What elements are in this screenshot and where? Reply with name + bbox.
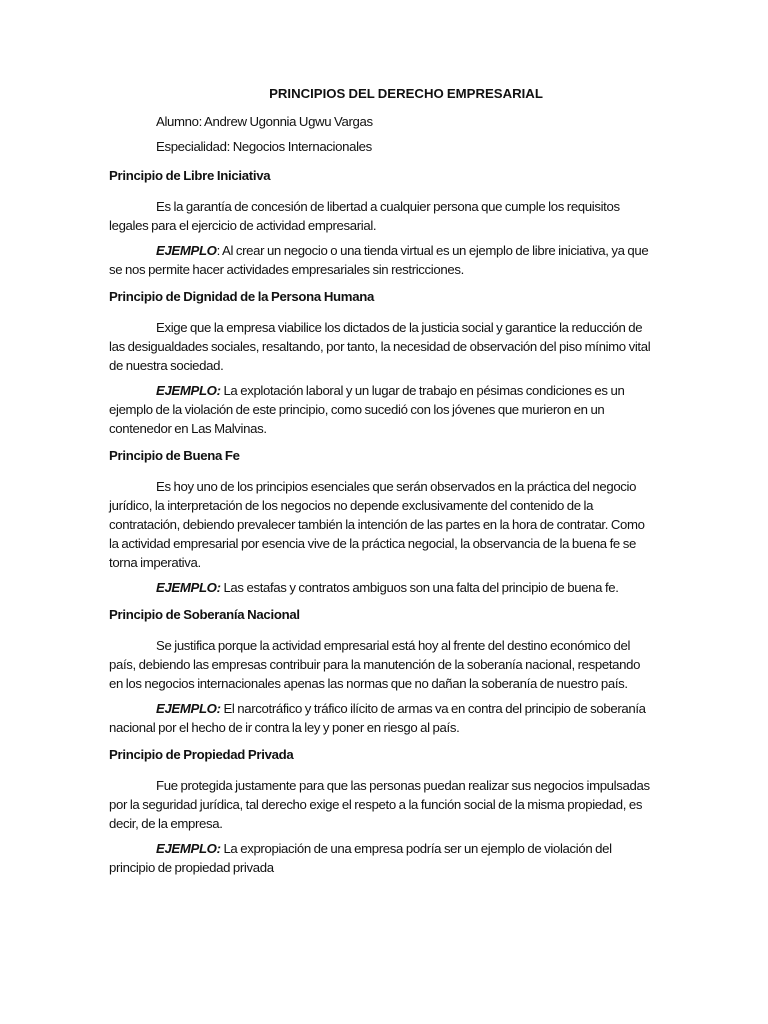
- section-example: [109, 578, 655, 597]
- example-text: La explotación laboral y un lugar de trabajo en pésimas condiciones es un ejemplo de la violación de este principio, como sucedió con los jóvenes que murieron en un contenedor en Las Malvinas.: [109, 383, 625, 436]
- student-name: Alumno: Andrew Ugonnia Ugwu Vargas: [156, 114, 373, 129]
- document-content: [109, 84, 655, 883]
- example-label: EJEMPLO:: [156, 841, 221, 856]
- document-title: PRINCIPIOS DEL DERECHO EMPRESARIAL: [269, 86, 543, 101]
- example-label: EJEMPLO:: [156, 580, 221, 595]
- section-heading: Principio de Propiedad Privada: [109, 747, 294, 762]
- section-body: Exige que la empresa viabilice los dictados de la justicia social y garantice la reducción de las desigualdades sociales, resaltando, por tanto, la necesidad de observación del piso mínimo vital de nuestra sociedad.: [109, 320, 651, 373]
- section-body: Se justifica porque la actividad empresarial está hoy al frente del destino económico del país, debiendo las empresas contribuir para la manutención de la soberanía nacional, respetando en los negocios internacionales apenas las normas que no dañan la soberanía de nuestro país.: [109, 638, 641, 691]
- section-example: [109, 699, 655, 737]
- example-label: EJEMPLO: [156, 243, 217, 258]
- example-text: El narcotráfico y tráfico ilícito de armas va en contra del principio de soberanía nacional por el hecho de ir contra la ley y poner en riesgo al país.: [109, 701, 646, 735]
- section-body: Es hoy uno de los principios esenciales que serán observados en la práctica del negocio jurídico, la interpretación de los negocios no depende exclusivamente del contenido de la contratación, debiendo prevalecer también la intención de las partes en la hora de contratar. Como la actividad empresarial por esencia vive de la práctica negocial, la observancia de la buena fe se torna imperativa.: [109, 479, 645, 570]
- section-example: [109, 839, 655, 877]
- example-text: Las estafas y contratos ambiguos son una falta del principio de buena fe.: [220, 580, 619, 595]
- section-heading: Principio de Libre Iniciativa: [109, 168, 271, 183]
- section-heading: Principio de Soberanía Nacional: [109, 607, 300, 622]
- section-example: [109, 381, 655, 438]
- section-body: Fue protegida justamente para que las personas puedan realizar sus negocios impulsadas por la seguridad jurídica, tal derecho exige el respeto a la función social de la misma propiedad, es decir, de la empresa.: [109, 778, 650, 831]
- section-example: [109, 241, 655, 279]
- section-body: Es la garantía de concesión de libertad a cualquier persona que cumple los requisitos legales para el ejercicio de actividad empresarial.: [109, 199, 620, 233]
- specialty: Especialidad: Negocios Internacionales: [156, 139, 372, 154]
- example-label: EJEMPLO:: [156, 383, 221, 398]
- section-heading: Principio de Buena Fe: [109, 448, 240, 463]
- example-separator: :: [216, 243, 220, 258]
- example-label: EJEMPLO:: [156, 701, 221, 716]
- section-heading: Principio de Dignidad de la Persona Humana: [109, 289, 375, 304]
- example-text: La expropiación de una empresa podría ser un ejemplo de violación del principio de propiedad privada: [109, 841, 612, 875]
- example-text: Al crear un negocio o una tienda virtual es un ejemplo de libre iniciativa, ya que se nos permite hacer actividades empresariales sin restricciones.: [109, 243, 649, 277]
